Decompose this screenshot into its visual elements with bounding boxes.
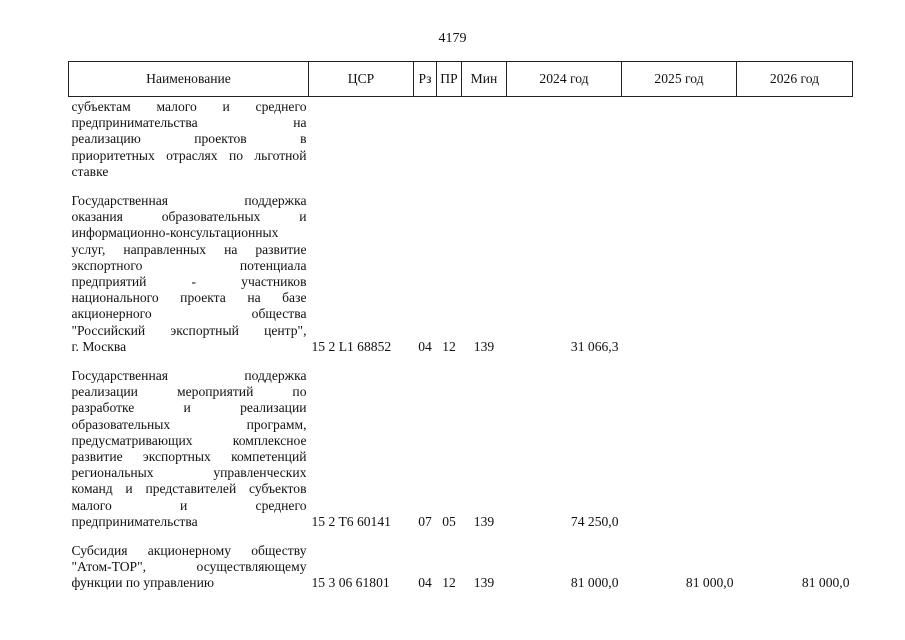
row-name-line: региональных управленческих xyxy=(71,465,307,481)
row-name xyxy=(69,530,309,592)
page-number: 4179 xyxy=(438,31,467,46)
row-value-2025 xyxy=(622,97,737,181)
row-name-line: образовательных программ, xyxy=(71,416,307,432)
row-name-line: акционерного общества xyxy=(71,306,307,322)
row-name-line: реализации мероприятий по xyxy=(71,384,307,400)
row-name-line: предприятий - участников xyxy=(71,274,307,290)
row-name-line: команд и представителей субъектов xyxy=(71,481,307,497)
table-header-row xyxy=(69,62,853,97)
row-name-line: функции по управлению xyxy=(71,575,215,591)
row-name-line: услуг, направленных на развитие xyxy=(71,241,307,257)
row-csr: 15 2 L1 68852 xyxy=(311,338,392,354)
row-value-2024: 74 250,0 xyxy=(570,513,619,529)
row-pr: 12 xyxy=(442,338,456,354)
row-pr: 05 xyxy=(442,513,456,529)
table-row xyxy=(69,355,853,530)
row-name-line: предпринимательства на xyxy=(71,115,307,131)
row-rz: 07 xyxy=(418,513,432,529)
row-name-line: ставке xyxy=(71,163,109,179)
row-csr xyxy=(309,97,414,181)
budget-table xyxy=(68,61,853,592)
row-value-2024 xyxy=(507,97,622,181)
row-value-2026 xyxy=(737,97,853,181)
row-name-line: оказания образовательных и xyxy=(71,209,307,225)
row-name-line: приоритетных отраслях по льготной xyxy=(71,147,307,163)
row-value-2024: 31 066,3 xyxy=(570,338,619,354)
table-row xyxy=(69,97,853,181)
row-name-line: "Атом-ТОР", осуществляющему xyxy=(71,559,307,575)
row-name-line: реализацию проектов в xyxy=(71,131,307,147)
header-pr: ПР xyxy=(437,62,462,97)
row-name-line: Государственная поддержка xyxy=(71,193,307,209)
row-rz: 04 xyxy=(418,575,432,591)
row-value-2026 xyxy=(737,180,853,355)
header-name: Наименование xyxy=(69,62,309,97)
table-body xyxy=(69,97,853,592)
header-csr: ЦСР xyxy=(309,62,414,97)
row-min: 139 xyxy=(473,338,495,354)
row-name-line: национального проекта на базе xyxy=(71,290,307,306)
row-rz: 04 xyxy=(418,338,432,354)
row-rz xyxy=(414,97,437,181)
row-csr: 15 2 T6 60141 xyxy=(311,513,391,529)
header-2024: 2024 год xyxy=(507,62,622,97)
row-name-line: малого и среднего xyxy=(71,497,307,513)
row-name-line: предусматривающих комплексное xyxy=(71,432,307,448)
table-row xyxy=(69,530,853,592)
row-name-line: Субсидия акционерному обществу xyxy=(71,543,307,559)
row-name-line: предпринимательства xyxy=(71,513,198,529)
row-name-line: информационно-консультационных xyxy=(71,225,279,241)
header-min: Мин xyxy=(462,62,507,97)
row-pr xyxy=(437,97,462,181)
row-value-2026: 81 000,0 xyxy=(801,575,850,591)
header-rz: Рз xyxy=(414,62,437,97)
row-value-2025: 81 000,0 xyxy=(685,575,734,591)
row-value-2024: 81 000,0 xyxy=(570,575,619,591)
header-2025: 2025 год xyxy=(622,62,737,97)
row-name xyxy=(69,180,309,355)
row-name-line: развитие экспортных компетенций xyxy=(71,449,307,465)
row-name-line: субъектам малого и среднего xyxy=(71,99,307,114)
row-name-line: Государственная поддержка xyxy=(71,368,307,384)
row-min: 139 xyxy=(473,513,495,529)
table-row xyxy=(69,180,853,355)
row-name-line: разработке и реализации xyxy=(71,400,307,416)
row-value-2026 xyxy=(737,355,853,530)
header-2026: 2026 год xyxy=(737,62,853,97)
row-csr: 15 3 06 61801 xyxy=(311,575,390,591)
row-value-2025 xyxy=(622,180,737,355)
row-name xyxy=(69,355,309,530)
row-min xyxy=(462,97,507,181)
row-min: 139 xyxy=(473,575,495,591)
row-value-2025 xyxy=(622,355,737,530)
row-pr: 12 xyxy=(442,575,456,591)
row-name-line: "Российский экспортный центр", xyxy=(71,322,307,338)
row-name xyxy=(69,97,309,181)
row-name-line: экспортного потенциала xyxy=(71,257,307,273)
row-name-line: г. Москва xyxy=(71,338,127,354)
